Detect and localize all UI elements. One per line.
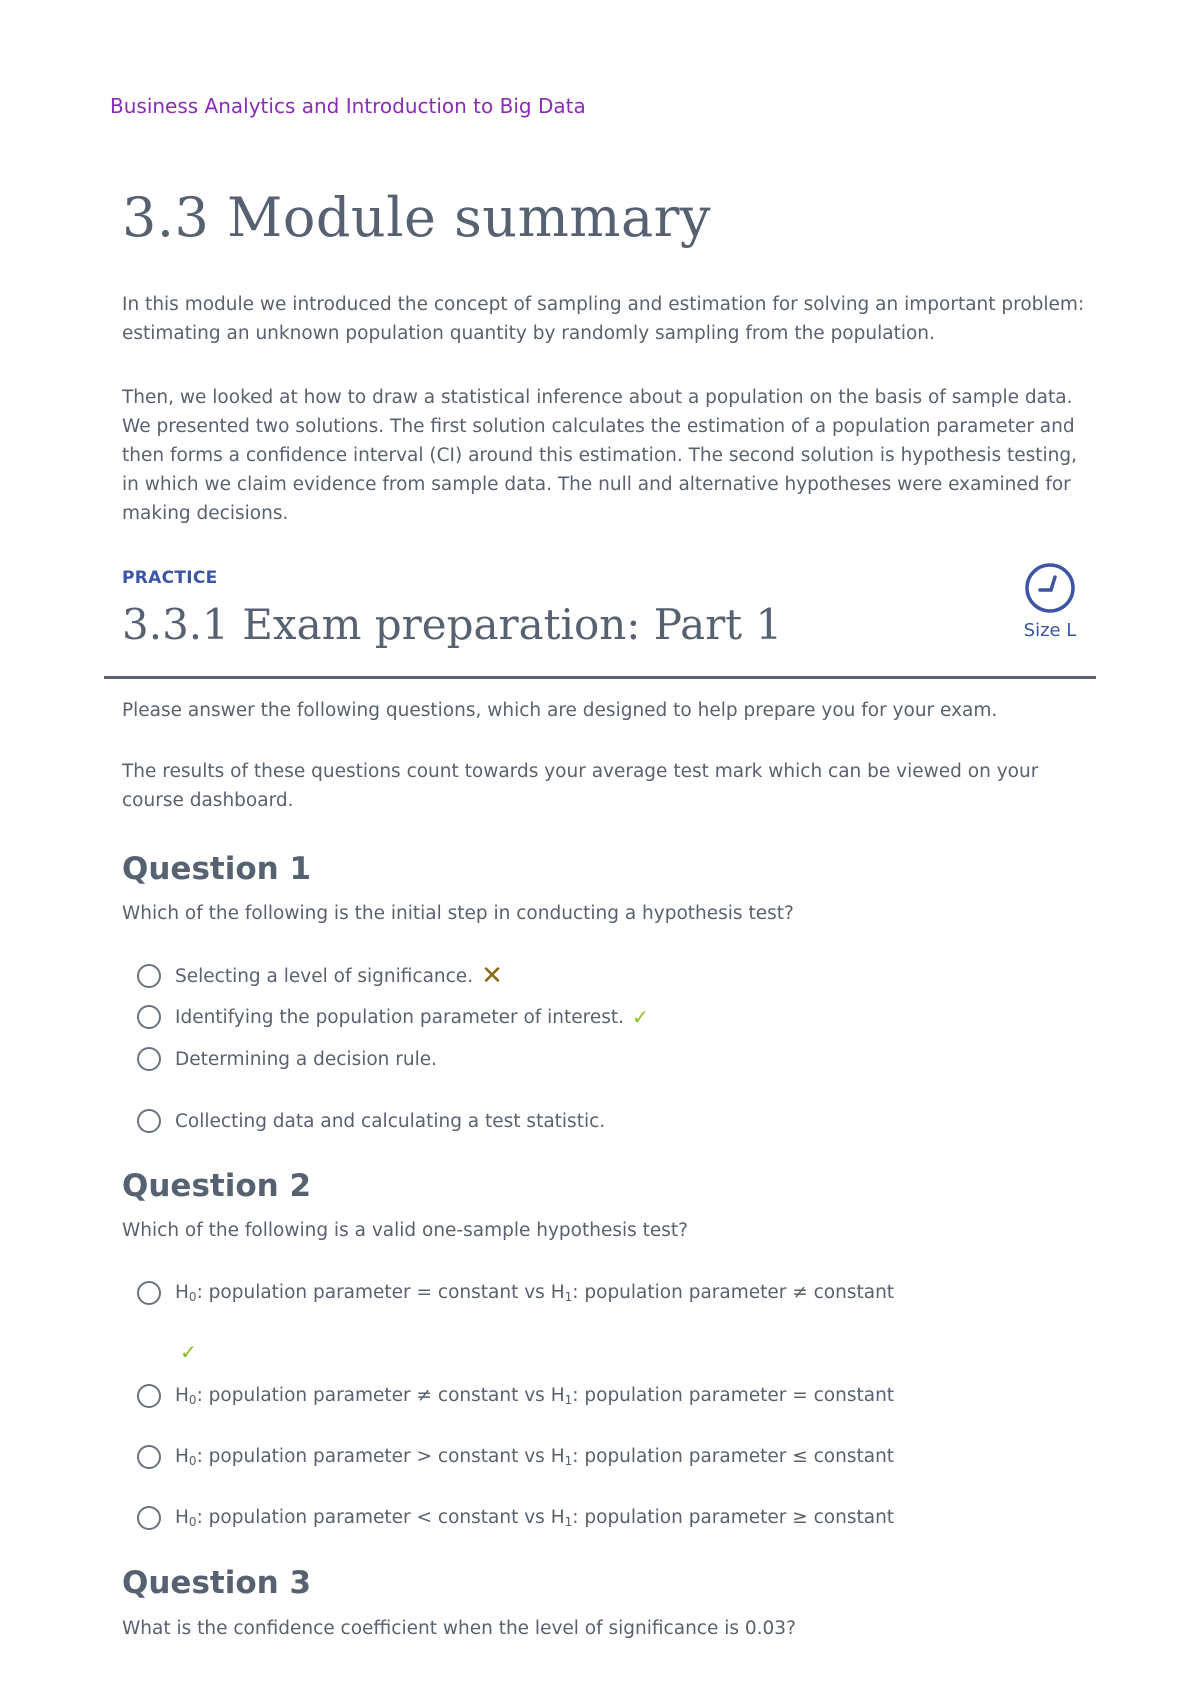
course-title[interactable]: Business Analytics and Introduction to Big Data	[110, 94, 586, 118]
option-label: Determining a decision rule.	[175, 1048, 438, 1070]
question-1-option-1[interactable]	[137, 963, 503, 989]
radio-button[interactable]	[137, 1109, 161, 1133]
radio-button[interactable]	[137, 1005, 161, 1029]
question-1-option-3[interactable]	[137, 1047, 437, 1071]
question-2-option-2[interactable]	[137, 1384, 894, 1408]
check-icon: ✓	[180, 1340, 197, 1364]
size-label: Size L	[1023, 620, 1077, 641]
radio-button[interactable]	[137, 1281, 161, 1305]
size-badge	[1020, 562, 1080, 641]
radio-button[interactable]	[137, 1047, 161, 1071]
option-label: $H_0$: population parameter < constant vs $H_1$: population parameter ≥ constant	[175, 1507, 895, 1529]
option-label: Collecting data and calculating a test statistic.	[175, 1110, 606, 1132]
radio-button[interactable]	[137, 1506, 161, 1530]
option-label: $H_0$: population parameter > constant vs $H_1$: population parameter ≤ constant	[175, 1446, 895, 1468]
question-2-text: Which of the following is a valid one-sample hypothesis test?	[122, 1220, 688, 1241]
intro-paragraph-1: Please answer the following questions, which are designed to help prepare you for your exam.	[122, 700, 998, 721]
section-title: 3.3.1 Exam preparation: Part 1	[122, 600, 783, 649]
question-3-text: What is the confidence coefficient when the level of significance is 0.03?	[122, 1618, 796, 1639]
question-1-option-2[interactable]	[137, 1005, 649, 1029]
question-2-option-3[interactable]	[137, 1445, 894, 1469]
option-label: Selecting a level of significance.	[175, 965, 474, 987]
question-1-heading: Question 1	[122, 851, 312, 887]
module-title: 3.3 Module summary	[122, 186, 711, 249]
question-2-heading: Question 2	[122, 1168, 312, 1204]
module-summary-paragraph-2: Then, we looked at how to draw a statistical inference about a population on the basis of sample data. We presented two solutions. The first solution calculates the estimation of a population parameter and then forms a confidence interval (CI) around this estimation. The second solution is hypothesis testing, in which we claim evidence from sample data. The null and alternative hypotheses were examined for making decisions.	[122, 387, 1077, 524]
option-label: $H_0$: population parameter = constant vs $H_1$: population parameter ≠ constant	[175, 1282, 895, 1304]
module-summary-paragraph-1: In this module we introduced the concept of sampling and estimation for solving an important problem: estimating an unknown population quantity by randomly sampling from the population.	[122, 294, 1085, 344]
question-2-option-1[interactable]	[137, 1281, 894, 1305]
option-label: Identifying the population parameter of interest.	[175, 1006, 625, 1028]
practice-label: PRACTICE	[122, 568, 218, 588]
radio-button[interactable]	[137, 1445, 161, 1469]
intro-paragraph-2: The results of these questions count towards your average test mark which can be viewed on your course dashboard.	[122, 761, 1039, 811]
radio-button[interactable]	[137, 1384, 161, 1408]
radio-button[interactable]	[137, 964, 161, 988]
section-divider	[104, 676, 1096, 679]
question-1-text: Which of the following is the initial step in conducting a hypothesis test?	[122, 903, 794, 924]
question-2-option-4[interactable]	[137, 1506, 894, 1530]
question-3-heading: Question 3	[122, 1565, 312, 1601]
question-1-option-4[interactable]	[137, 1109, 605, 1133]
check-icon: ✓	[632, 1005, 649, 1029]
clock-icon	[1024, 562, 1076, 614]
option-label: $H_0$: population parameter ≠ constant vs $H_1$: population parameter = constant	[175, 1385, 895, 1407]
cross-icon: ✕	[481, 961, 503, 991]
